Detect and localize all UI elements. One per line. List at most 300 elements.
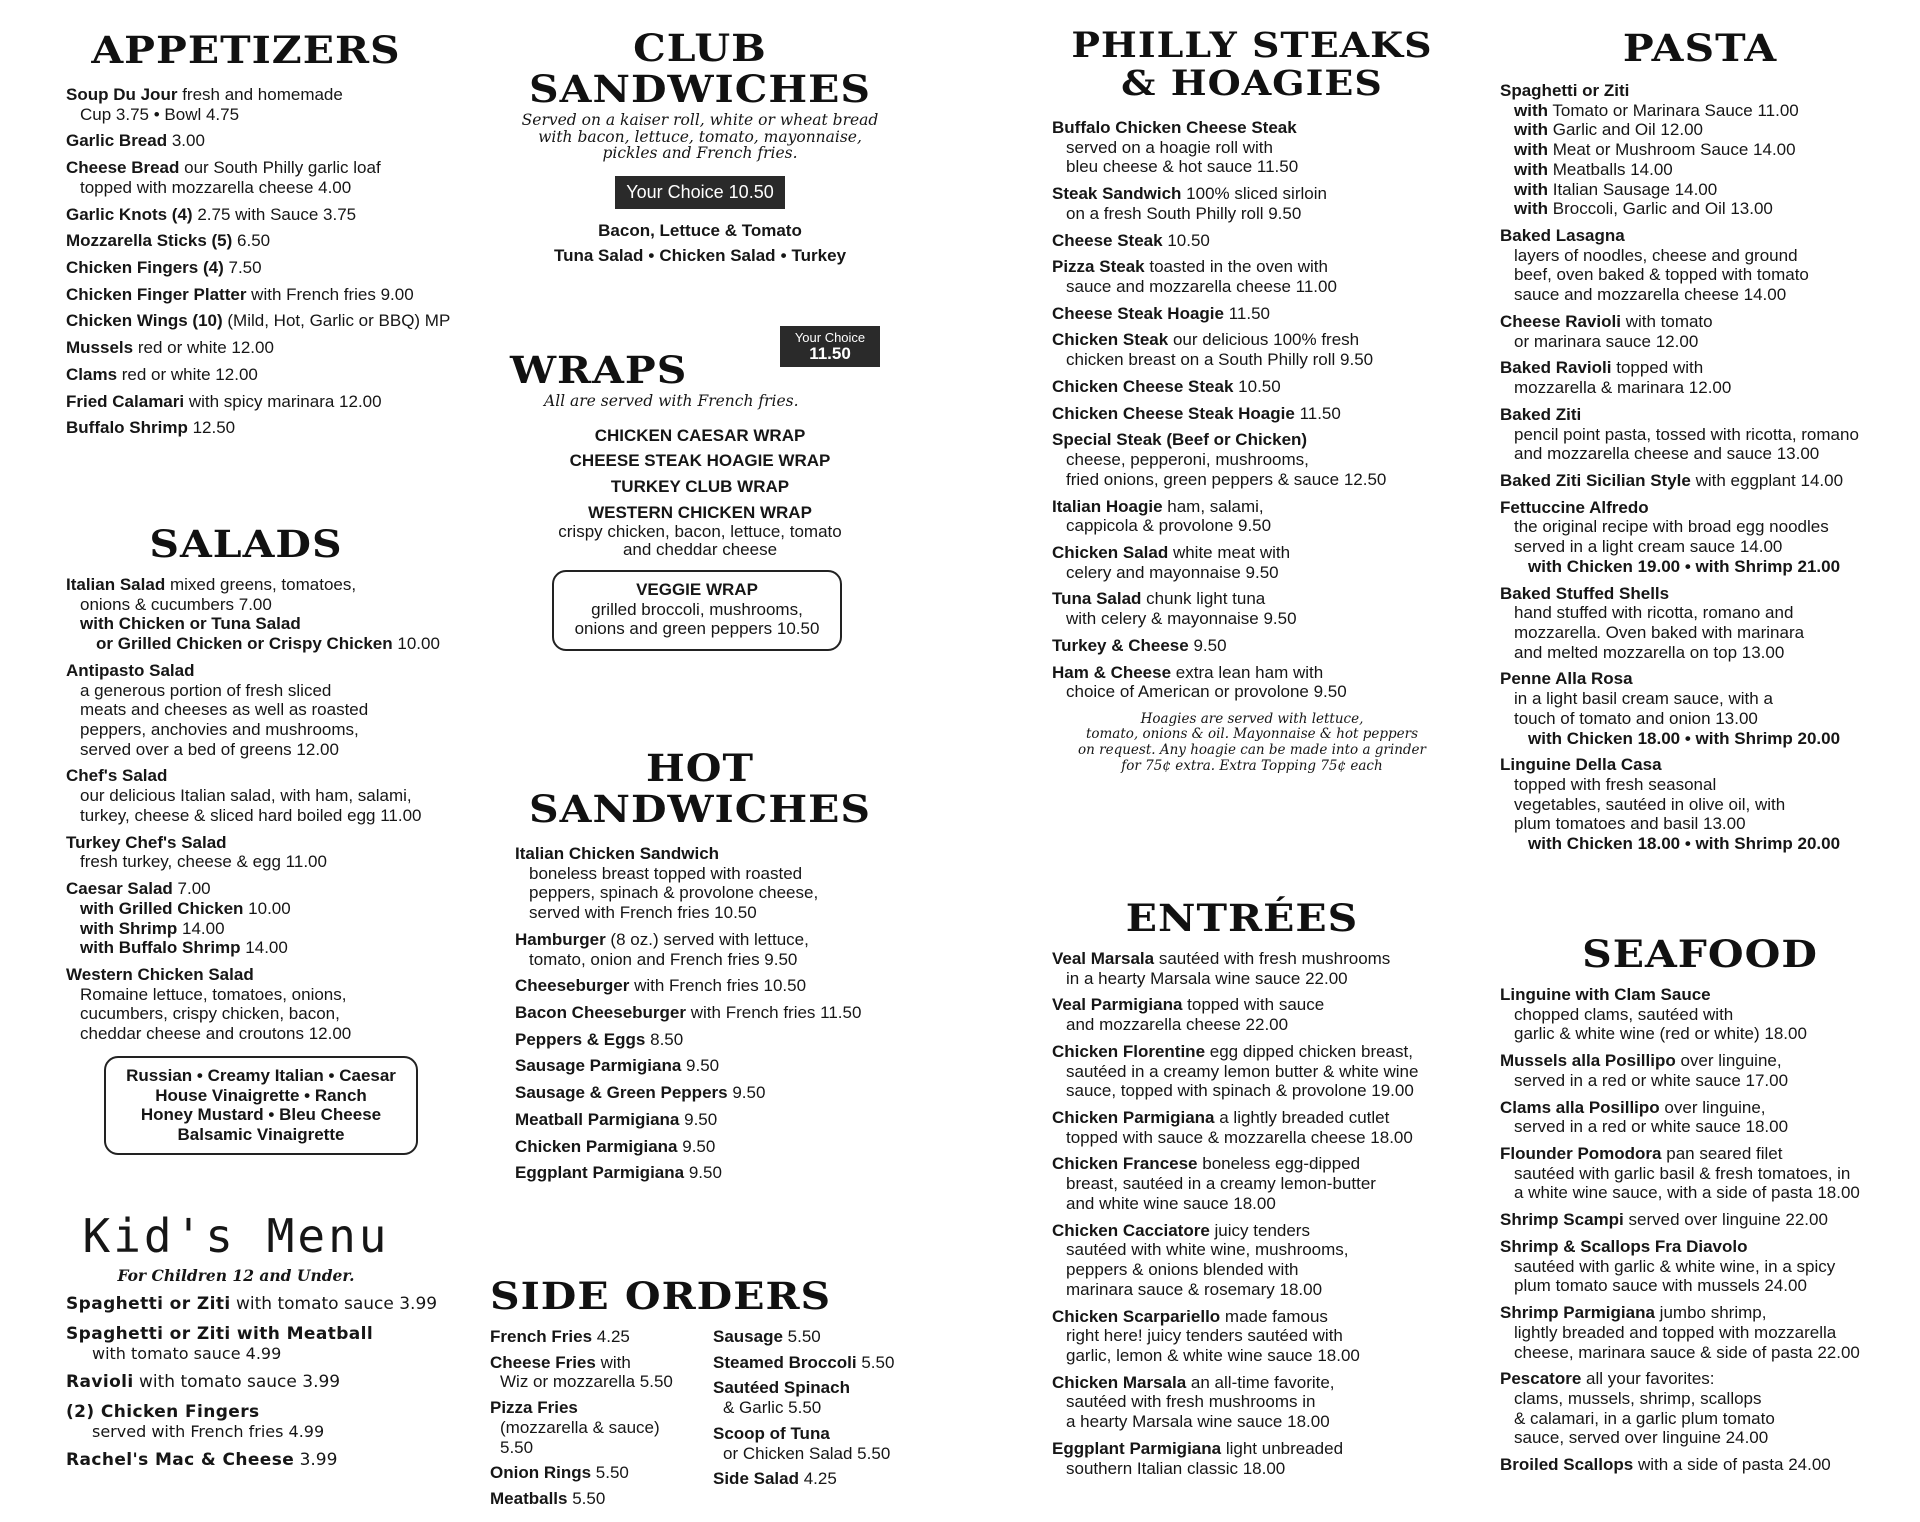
- item-desc: 5.50: [861, 1352, 895, 1372]
- dressing-line: Honey Mustard • Bleu Cheese: [140, 1105, 382, 1125]
- menu-item: [490, 1353, 687, 1392]
- item-desc: 100% sliced sirloin: [1186, 184, 1327, 204]
- item-desc: topped with: [1616, 358, 1704, 378]
- menu-item: [66, 311, 466, 331]
- note-line: for 75¢ extra. Extra Topping 75¢ each: [1121, 757, 1383, 774]
- menu-item: [515, 1003, 895, 1023]
- note-line: on request. Any hoagie can be made into a grinder: [1078, 742, 1426, 758]
- item-line: or marinara sauce 12.00: [1514, 331, 1699, 351]
- item-name: Garlic Bread: [66, 131, 168, 151]
- seafood-list: [1500, 985, 1900, 1475]
- item-line: and mozzarella cheese 22.00: [1066, 1015, 1289, 1035]
- item-desc: 9.50: [682, 1136, 716, 1156]
- menu-item: [1052, 231, 1452, 251]
- item-line: served with French fries 4.99: [92, 1421, 325, 1441]
- item-extra-options: with Chicken 18.00 • with Shrimp 20.00: [1528, 834, 1841, 854]
- menu-item: [1052, 257, 1452, 296]
- item-name: Buffalo Chicken Cheese Steak: [1052, 118, 1297, 137]
- menu-item: [1500, 471, 1900, 491]
- item-line: touch of tomato and onion 13.00: [1514, 708, 1758, 728]
- item-name: Pescatore: [1500, 1369, 1582, 1389]
- club-option: Chicken Salad: [659, 245, 776, 265]
- hot-title-line1: HOT: [646, 745, 754, 791]
- wraps-section: [490, 330, 910, 651]
- item-option: with Grilled Chicken: [80, 898, 244, 918]
- menu-item: [1052, 1042, 1452, 1101]
- menu-item: [1052, 589, 1452, 628]
- item-desc: mixed greens, tomatoes,: [169, 575, 357, 594]
- badge-price: 11.50: [809, 343, 851, 363]
- item-desc: 6.50: [237, 231, 271, 251]
- item-name: Chicken Salad: [1052, 542, 1169, 562]
- item-line: cheese, pepperoni, mushrooms,: [1066, 450, 1309, 470]
- club-option: Tuna Salad: [553, 245, 644, 265]
- side-orders-section: [490, 1273, 910, 1515]
- item-name: Steamed Broccoli: [713, 1352, 857, 1372]
- item-option-price: 10.00: [248, 898, 291, 918]
- item-desc: made famous: [1224, 1306, 1328, 1326]
- menu-item: [66, 158, 466, 197]
- item-desc: with French fries 10.50: [634, 976, 807, 996]
- item-desc: pan seared filet: [1666, 1144, 1783, 1164]
- seafood-section: [1500, 931, 1900, 1482]
- item-desc: 8.50: [650, 1029, 684, 1049]
- kids-item: [66, 1403, 466, 1441]
- side-orders-right: [713, 1327, 910, 1515]
- club-title-line2: SANDWICHES: [529, 66, 871, 112]
- item-line: in a light basil cream sauce, with a: [1514, 689, 1773, 709]
- item-line: with celery & mayonnaise 9.50: [1066, 609, 1297, 629]
- item-line: fried onions, green peppers & sauce 12.50: [1066, 469, 1387, 489]
- item-desc: with tomato sauce 3.99: [139, 1372, 341, 1393]
- item-desc: over linguine,: [1680, 1051, 1782, 1071]
- item-desc: our South Philly garlic loaf: [184, 158, 381, 178]
- item-name: Side Salad: [713, 1469, 799, 1489]
- club-options: Bacon, Lettuce & Tomato Tuna Salad • Chicken Salad • Turkey: [490, 221, 910, 265]
- item-name: Penne Alla Rosa: [1500, 669, 1633, 689]
- item-option: or Grilled Chicken or Crispy Chicken: [96, 634, 393, 654]
- menu-item: [490, 1489, 687, 1509]
- item-line: chopped clams, sautéed with: [1514, 1004, 1734, 1024]
- item-line: a hearty Marsala wine sauce 18.00: [1066, 1412, 1330, 1432]
- menu-item: [1500, 669, 1900, 748]
- item-extra-options: with Chicken 19.00 • with Shrimp 21.00: [1528, 556, 1841, 576]
- item-desc: over linguine,: [1664, 1097, 1766, 1117]
- item-extra-options: with Chicken 18.00 • with Shrimp 20.00: [1528, 728, 1841, 748]
- menu-item: [1052, 430, 1452, 489]
- menu-item: [515, 1110, 895, 1130]
- menu-item: [1052, 636, 1452, 656]
- item-line: a white wine sauce, with a side of pasta 18.00: [1514, 1183, 1860, 1203]
- menu-item: [1500, 358, 1900, 397]
- menu-item: [713, 1327, 910, 1347]
- club-option: Turkey: [791, 245, 847, 265]
- item-desc: topped with sauce: [1187, 995, 1325, 1015]
- wrap-item: CHEESE STEAK HOAGIE WRAP: [569, 451, 831, 471]
- item-line: our delicious Italian salad, with ham, salami,: [80, 786, 412, 806]
- item-name: Chicken Wings (10): [66, 311, 223, 331]
- item-desc: 2.75 with Sauce 3.75: [197, 204, 357, 224]
- item-line: vegetables, sautéed in olive oil, with: [1514, 794, 1786, 814]
- item-line: clams, mussels, shrimp, scallops: [1514, 1388, 1762, 1408]
- club-option: Bacon, Lettuce & Tomato: [598, 221, 802, 241]
- kids-menu-list: [66, 1295, 466, 1471]
- item-line: sautéed with garlic & white wine, in a spicy: [1514, 1256, 1836, 1276]
- item-line: sauce and mozzarella cheese 11.00: [1066, 277, 1337, 297]
- appetizers-list: [66, 85, 466, 438]
- pasta-section: [1500, 25, 1900, 861]
- item-desc: 9.50: [1193, 635, 1227, 655]
- item-name: Clams: [66, 364, 118, 384]
- option-label: with: [1514, 140, 1548, 160]
- item-option-price: 14.00: [182, 918, 225, 938]
- kids-item: [66, 1373, 466, 1393]
- item-name: Turkey & Cheese: [1052, 635, 1189, 655]
- item-name: Special Steak (Beef or Chicken): [1052, 430, 1308, 450]
- menu-item: [1500, 755, 1900, 854]
- pasta-list: [1500, 226, 1900, 854]
- side-orders-title: SIDE ORDERS: [490, 1273, 832, 1319]
- kids-item: [66, 1295, 466, 1315]
- item-desc: served over linguine 22.00: [1628, 1210, 1828, 1230]
- item-line: beef, oven baked & topped with tomato: [1514, 265, 1809, 285]
- menu-item: [1052, 1221, 1452, 1300]
- menu-item: [490, 1327, 687, 1347]
- wrap-item: TURKEY CLUB WRAP: [610, 477, 790, 497]
- item-line: served in a red or white sauce 18.00: [1514, 1117, 1789, 1137]
- salads-title: SALADS: [149, 521, 343, 567]
- note-line: tomato, onions & oil. Mayonnaise & hot peppers: [1085, 726, 1419, 743]
- item-name: Shrimp & Scallops Fra Diavolo: [1500, 1236, 1748, 1256]
- item-name: Meatballs: [490, 1489, 568, 1509]
- wraps-intro: All are served with French fries.: [544, 392, 799, 410]
- item-desc: with a side of pasta 24.00: [1637, 1455, 1831, 1475]
- menu-item: [66, 231, 466, 251]
- item-desc: 9.50: [688, 1163, 722, 1183]
- item-line: pencil point pasta, tossed with ricotta, romano: [1514, 424, 1859, 444]
- menu-item: [1052, 949, 1452, 988]
- item-line: on a fresh South Philly roll 9.50: [1066, 203, 1302, 223]
- menu-item-chefs-salad: [66, 766, 466, 825]
- menu-item: [1500, 226, 1900, 305]
- item-name: Eggplant Parmigiana: [1052, 1438, 1222, 1458]
- item-option: with Chicken or Tuna Salad: [80, 614, 301, 634]
- item-desc: 11.50: [1299, 403, 1341, 423]
- item-line: sautéed with white wine, mushrooms,: [1066, 1240, 1349, 1260]
- item-line: marinara sauce & rosemary 18.00: [1066, 1279, 1323, 1299]
- item-line: celery and mayonnaise 9.50: [1066, 562, 1279, 582]
- item-desc: with French fries 11.50: [690, 1003, 862, 1023]
- note-line: Hoagies are served with lettuce,: [1140, 710, 1364, 727]
- menu-item: [1052, 304, 1452, 324]
- item-desc: with eggplant 14.00: [1695, 470, 1844, 490]
- item-line: hand stuffed with ricotta, romano and: [1514, 603, 1794, 623]
- kids-menu-section: [66, 1210, 466, 1481]
- item-name: Chicken Finger Platter: [66, 284, 247, 304]
- menu-item: [1052, 330, 1452, 369]
- club-sandwiches-section: [490, 25, 910, 266]
- entrees-section: [1052, 895, 1452, 1485]
- item-desc: light unbreaded: [1225, 1438, 1344, 1458]
- item-line: sauce and mozzarella cheese 14.00: [1514, 285, 1787, 305]
- hot-sandwiches-list: [515, 844, 895, 1183]
- item-line: chicken breast on a South Philly roll 9.50: [1066, 350, 1374, 370]
- option-text: Broccoli, Garlic and Oil 13.00: [1552, 199, 1773, 219]
- menu-item: [66, 365, 466, 385]
- menu-item: [1500, 1303, 1900, 1362]
- item-option-price: 14.00: [245, 938, 288, 958]
- menu-item: [1052, 184, 1452, 223]
- item-name: Italian Hoagie: [1052, 496, 1163, 516]
- item-line: & Garlic 5.50: [723, 1398, 822, 1418]
- menu-item: [66, 85, 466, 124]
- item-desc: red or white 12.00: [137, 338, 274, 358]
- item-name: Scoop of Tuna: [713, 1423, 830, 1443]
- entrees-title: ENTRÉES: [1125, 895, 1359, 941]
- menu-item-western-chicken-salad: [66, 965, 466, 1044]
- item-desc: with tomato: [1625, 311, 1713, 331]
- wraps-list: [490, 426, 910, 560]
- menu-item-turkey-chefs-salad: [66, 833, 466, 872]
- menu-item: [1052, 1373, 1452, 1432]
- menu-item: [1052, 1307, 1452, 1366]
- item-desc: boneless egg-dipped: [1202, 1154, 1361, 1174]
- option-label: with: [1514, 120, 1548, 140]
- menu-item: [1052, 1439, 1452, 1478]
- item-line: bleu cheese & hot sauce 11.50: [1066, 157, 1299, 177]
- menu-item-spaghetti-or-ziti: [1500, 81, 1900, 219]
- appetizers-section: [66, 27, 466, 445]
- menu-item: [1500, 584, 1900, 663]
- item-name: Mussels: [66, 338, 134, 358]
- item-desc: 10.50: [1238, 376, 1281, 396]
- menu-item: [1500, 1210, 1900, 1230]
- philly-title-line2: & HOAGIES: [1121, 61, 1383, 104]
- item-line: topped with mozzarella cheese 4.00: [80, 177, 352, 197]
- option-text: Italian Sausage 14.00: [1552, 179, 1718, 199]
- item-name: Broiled Scallops: [1500, 1455, 1634, 1475]
- item-line: topped with fresh seasonal: [1514, 775, 1717, 794]
- option-label: with: [1514, 100, 1548, 120]
- menu-item: [66, 392, 466, 412]
- item-name: Fettuccine Alfredo: [1500, 497, 1649, 517]
- item-desc: with spicy marinara 12.00: [188, 391, 382, 411]
- menu-item: [1052, 497, 1452, 536]
- item-line: topped with sauce & mozzarella cheese 18.00: [1066, 1127, 1413, 1147]
- option-label: with: [1514, 179, 1548, 199]
- menu-item: [1052, 404, 1452, 424]
- item-line: served on a hoagie roll with: [1066, 137, 1273, 157]
- club-intro: [490, 112, 910, 162]
- item-desc: 7.50: [228, 258, 262, 278]
- badge-label: Your Choice: [794, 330, 866, 345]
- item-line: (mozzarella & sauce) 5.50: [500, 1417, 660, 1457]
- item-line: peppers, spinach & provolone cheese,: [529, 883, 819, 903]
- item-name: Garlic Knots (4): [66, 204, 193, 224]
- club-choice-price: Your Choice 10.50: [615, 176, 784, 209]
- item-name: Italian Salad: [66, 575, 166, 594]
- item-name: Tuna Salad: [1052, 589, 1142, 609]
- menu-item: [1052, 543, 1452, 582]
- item-option: with Shrimp: [80, 918, 178, 938]
- item-line: peppers, anchovies and mushrooms,: [80, 720, 359, 740]
- item-name: Mussels alla Posillipo: [1500, 1051, 1676, 1071]
- item-name: Chef's Salad: [66, 766, 168, 786]
- menu-item: [1500, 498, 1900, 577]
- item-line: served in a red or white sauce 17.00: [1514, 1070, 1789, 1090]
- kids-menu-subtitle: For Children 12 and Under.: [117, 1266, 355, 1286]
- item-name: Linguine with Clam Sauce: [1500, 985, 1711, 1004]
- menu-item: [66, 205, 466, 225]
- item-line: onions and green peppers 10.50: [574, 619, 820, 639]
- item-line: and melted mozzarella on top 13.00: [1514, 642, 1785, 662]
- item-line: cappicola & provolone 9.50: [1066, 516, 1272, 536]
- intro-line: Served on a kaiser roll, white or wheat bread: [521, 111, 879, 129]
- hoagie-note: [1052, 712, 1452, 774]
- item-line: a generous portion of fresh sliced: [80, 680, 332, 700]
- item-line: garlic, lemon & white wine sauce 18.00: [1066, 1345, 1360, 1365]
- item-line: mozzarella & marinara 12.00: [1514, 378, 1732, 398]
- menu-item: [1500, 405, 1900, 464]
- club-title-line1: CLUB: [633, 25, 767, 71]
- item-name: Cheese Steak: [1052, 230, 1163, 250]
- item-name: Spaghetti or Ziti with Meatball: [66, 1324, 374, 1345]
- item-name: (2) Chicken Fingers: [66, 1402, 260, 1423]
- item-desc: with: [600, 1352, 631, 1372]
- item-desc: 10.50: [1167, 230, 1210, 250]
- menu-item: [515, 976, 895, 996]
- menu-item: [66, 338, 466, 358]
- seafood-title: SEAFOOD: [1582, 931, 1818, 977]
- item-line: turkey, cheese & sliced hard boiled egg 11.00: [80, 805, 422, 825]
- item-desc: chunk light tuna: [1146, 589, 1266, 609]
- item-line: onions & cucumbers 7.00: [80, 594, 272, 614]
- item-name: Chicken Parmigiana: [1052, 1108, 1215, 1128]
- item-name: French Fries: [490, 1327, 593, 1346]
- item-name: Rachel's Mac & Cheese: [66, 1450, 295, 1471]
- item-line: fresh turkey, cheese & egg 11.00: [80, 852, 327, 872]
- menu-item: [1500, 1051, 1900, 1090]
- item-line: sauce, served over linguine 24.00: [1514, 1428, 1769, 1448]
- menu-item-caesar-salad: [66, 879, 466, 958]
- menu-item: [1052, 118, 1452, 177]
- item-name: Veal Marsala: [1052, 949, 1155, 968]
- item-desc: with French fries 9.00: [251, 284, 414, 304]
- item-name: Mozzarella Sticks (5): [66, 231, 233, 251]
- menu-item: [490, 1463, 687, 1483]
- hot-title-line2: SANDWICHES: [529, 786, 871, 832]
- item-name: Onion Rings: [490, 1463, 592, 1483]
- item-name: Pizza Steak: [1052, 257, 1145, 277]
- item-desc: jumbo shrimp,: [1659, 1303, 1767, 1323]
- item-name: Clams alla Posillipo: [1500, 1097, 1660, 1117]
- intro-line: with bacon, lettuce, tomato, mayonnaise,: [538, 127, 862, 146]
- item-name: VEGGIE WRAP: [636, 580, 758, 600]
- option-label: with: [1514, 199, 1548, 219]
- item-name: Cheeseburger: [515, 976, 630, 996]
- wraps-title: WRAPS: [510, 347, 688, 393]
- menu-item: [515, 1083, 895, 1103]
- item-line: grilled broccoli, mushrooms,: [591, 599, 803, 619]
- item-name: Sausage Parmigiana: [515, 1056, 682, 1076]
- item-line: or Chicken Salad 5.50: [723, 1443, 891, 1463]
- item-line: right here! juicy tenders sautéed with: [1066, 1326, 1343, 1346]
- item-name: Pizza Fries: [490, 1398, 578, 1418]
- item-desc: extra lean ham with: [1175, 662, 1324, 682]
- item-name: Baked Ziti: [1500, 404, 1582, 424]
- item-name: Chicken Parmigiana: [515, 1136, 678, 1156]
- item-name: Peppers & Eggs: [515, 1029, 646, 1049]
- item-name: Fried Calamari: [66, 391, 185, 411]
- item-desc: (8 oz.) served with lettuce,: [610, 929, 809, 949]
- item-desc: 9.50: [686, 1056, 720, 1076]
- item-line: & calamari, in a garlic plum tomato: [1514, 1408, 1775, 1428]
- item-line: Cup 3.75 • Bowl 4.75: [80, 104, 240, 124]
- item-name: Sausage: [713, 1327, 783, 1346]
- item-line: peppers & onions blended with: [1066, 1260, 1299, 1280]
- item-line: sautéed in a creamy lemon butter & white wine: [1066, 1061, 1419, 1081]
- menu-item: [713, 1424, 910, 1463]
- item-line: crispy chicken, bacon, lettuce, tomato: [558, 521, 842, 541]
- wrap-item-western: [490, 503, 910, 560]
- item-name: Cheese Steak Hoagie: [1052, 303, 1224, 323]
- intro-line: pickles and French fries.: [602, 144, 798, 163]
- item-line: meats and cheeses as well as roasted: [80, 700, 369, 720]
- item-option-price: 10.00: [397, 634, 440, 654]
- veggie-wrap-box: [552, 570, 842, 651]
- item-desc: 5.50: [787, 1327, 821, 1346]
- menu-item: [713, 1378, 910, 1417]
- menu-item: [66, 418, 466, 438]
- item-name: Cheese Bread: [66, 158, 180, 178]
- item-desc: red or white 12.00: [121, 364, 258, 384]
- item-name: Chicken Fingers (4): [66, 258, 224, 278]
- item-name: Cheese Fries: [490, 1352, 596, 1372]
- menu-item: [1500, 1098, 1900, 1137]
- item-line: Romaine lettuce, tomatoes, onions,: [80, 984, 347, 1004]
- menu-item-antipasto-salad: [66, 661, 466, 760]
- item-line: cheese, marinara sauce & side of pasta 22.00: [1514, 1342, 1860, 1362]
- option-text: Tomato or Marinara Sauce 11.00: [1552, 100, 1799, 120]
- item-name: Shrimp Parmigiana: [1500, 1303, 1655, 1323]
- menu-item: [1500, 1455, 1900, 1475]
- item-desc: 3.00: [171, 131, 205, 151]
- menu-item: [515, 1163, 895, 1183]
- menu-item: [1052, 1108, 1452, 1147]
- item-desc: (Mild, Hot, Garlic or BBQ) MP: [227, 311, 451, 331]
- item-name: Ravioli: [66, 1372, 134, 1393]
- dressing-line: Balsamic Vinaigrette: [177, 1124, 345, 1144]
- menu-item: [66, 285, 466, 305]
- item-name: Ham & Cheese: [1052, 662, 1172, 682]
- item-desc: 12.50: [192, 418, 236, 438]
- menu-item: [1500, 1144, 1900, 1203]
- item-line: mozzarella. Oven baked with marinara: [1514, 622, 1805, 642]
- item-desc: 5.50: [572, 1489, 606, 1509]
- menu-item-italian-salad: [66, 575, 466, 654]
- item-line: in a hearty Marsala wine sauce 22.00: [1066, 968, 1348, 988]
- item-desc: 3.99: [299, 1450, 338, 1471]
- menu-item: [490, 1398, 687, 1457]
- item-desc: juicy tenders: [1214, 1220, 1310, 1240]
- item-desc: white meat with: [1172, 542, 1291, 562]
- item-name: Shrimp Scampi: [1500, 1210, 1624, 1230]
- kids-menu-title: Kid's Menu: [82, 1209, 390, 1263]
- wrap-item: CHICKEN CAESAR WRAP: [594, 425, 806, 445]
- item-name: Chicken Florentine: [1052, 1041, 1206, 1061]
- menu-item: [515, 930, 895, 969]
- item-name: Baked Ravioli: [1500, 358, 1612, 378]
